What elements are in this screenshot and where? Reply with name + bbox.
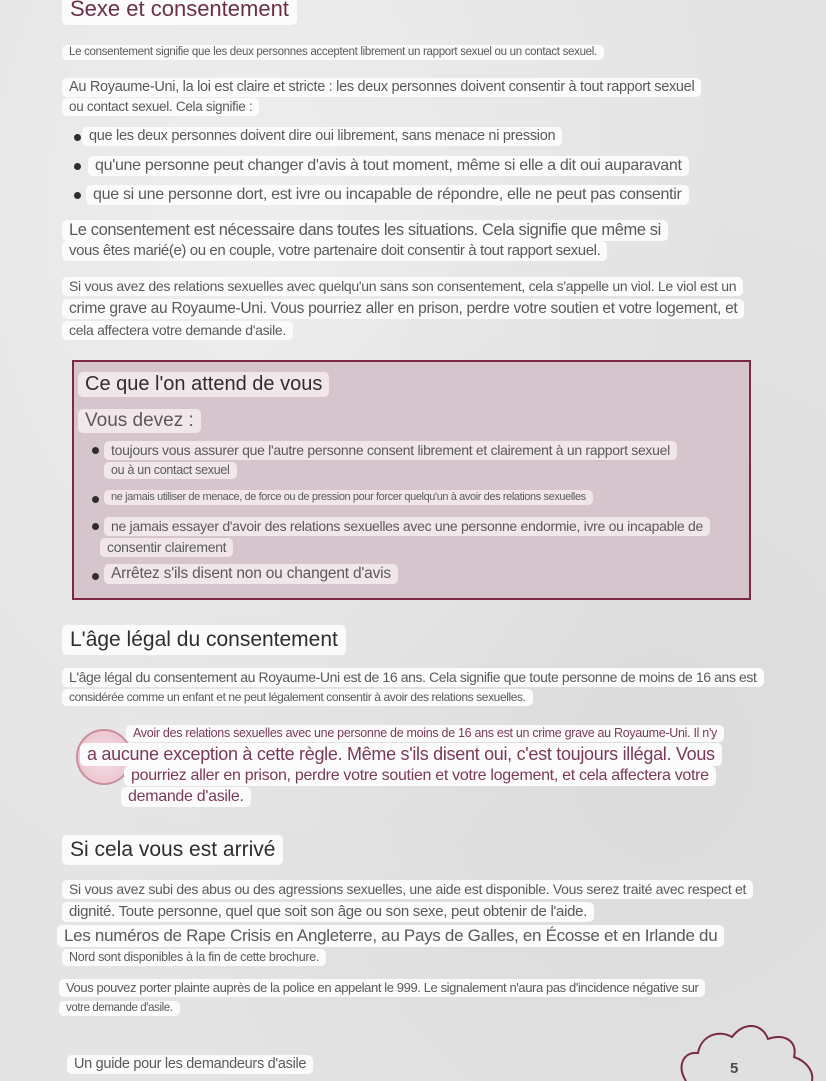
box-title: Ce que l'on attend de vous	[78, 373, 329, 396]
bullet-dot	[74, 134, 81, 141]
bullet-dot	[92, 447, 99, 454]
box-bullet: ne jamais essayer d'avoir des relations sexuelles avec une personne endormie, ivre ou incapable de consentir clairement	[104, 516, 710, 558]
footer-guide-label: Un guide pour les demandeurs d'asile	[67, 1056, 313, 1072]
page-number: 5	[730, 1060, 739, 1077]
section-title-age-legal: L'âge légal du consentement	[62, 627, 346, 653]
warning-line: pourriez aller en prison, perdre votre soutien et votre logement, et cela affectera votre	[124, 765, 716, 786]
bullet-dot	[74, 192, 81, 199]
bullet-item: qu'une personne peut changer d'avis à tout moment, même si elle a dit oui auparavant	[88, 155, 689, 176]
warning-line: demande d'asile.	[121, 786, 251, 807]
bullet-item: que si une personne dort, est ivre ou incapable de répondre, elle ne peut pas consentir	[86, 184, 689, 205]
intro-text: Le consentement signifie que les deux personnes acceptent librement un rapport sexuel ou un contact sexuel.	[62, 44, 604, 60]
warning-line: a aucune exception à cette règle. Même s'ils disent oui, c'est toujours illégal. Vous	[80, 743, 722, 765]
box-subtitle: Vous devez :	[78, 410, 201, 432]
bullet-dot	[92, 496, 99, 503]
box-bullet: ne jamais utiliser de menace, de force ou de pression pour forcer quelqu'un à avoir des relations sexuelles	[104, 489, 593, 505]
help-paragraph: Si vous avez subi des abus ou des agressions sexuelles, une aide est disponible. Vous serez traité avec respect et dignité. Toute personne, quel que soit son âge ou son sexe, peut obtenir de l'aide.	[62, 878, 753, 923]
box-bullet: toujours vous assurer que l'autre personne consent librement et clairement à un rapport sexuel ou à un contact sexuel	[104, 441, 677, 480]
warning-line: Avoir des relations sexuelles avec une personne de moins de 16 ans est un crime grave au Royaume-Uni. Il n'y	[126, 724, 724, 742]
age-paragraph: L'âge légal du consentement au Royaume-Uni est de 16 ans. Cela signifie que toute personne de moins de 16 ans est considérée comme un enfant et ne peut légalement consentir à avoir des relations sexuelles.	[62, 668, 764, 707]
section-title-si-arrive: Si cela vous est arrivé	[62, 837, 283, 863]
necessary-paragraph: Le consentement est nécessaire dans toutes les situations. Cela signifie que même si vous êtes marié(e) ou en couple, votre partenaire doit consentir à tout rapport sexuel.	[62, 220, 668, 261]
expectations-box	[72, 360, 751, 600]
numbers-paragraph: Les numéros de Rape Crisis en Angleterre, au Pays de Galles, en Écosse et en Irlande du Nord sont disponibles à la fin de cette brochure.	[57, 926, 724, 967]
section-title-sexe-consentement: Sexe et consentement	[62, 0, 297, 22]
decorative-blob-icon	[666, 1011, 826, 1081]
police-paragraph: Vous pouvez porter plainte auprès de la police en appelant le 999. Le signalement n'aura pas d'incidence négative sur votre demande d'asile.	[59, 978, 705, 1018]
rape-paragraph: Si vous avez des relations sexuelles avec quelqu'un sans son consentement, cela s'appelle un viol. Le viol est un crime grave au Royaume-Uni. Vous pourriez aller en prison, perdre votre soutien et votre logement, et cela affectera votre demande d'asile.	[62, 276, 744, 342]
bullet-dot	[92, 523, 99, 530]
box-bullet: Arrêtez s'ils disent non ou changent d'avis	[104, 565, 398, 583]
bullet-dot	[92, 573, 99, 580]
bullet-dot	[74, 163, 81, 170]
law-paragraph: Au Royaume-Uni, la loi est claire et stricte : les deux personnes doivent consentir à tout rapport sexuel ou contact sexuel. Cela signifie :	[62, 77, 701, 117]
bullet-item: que les deux personnes doivent dire oui librement, sans menace ni pression	[82, 126, 562, 146]
